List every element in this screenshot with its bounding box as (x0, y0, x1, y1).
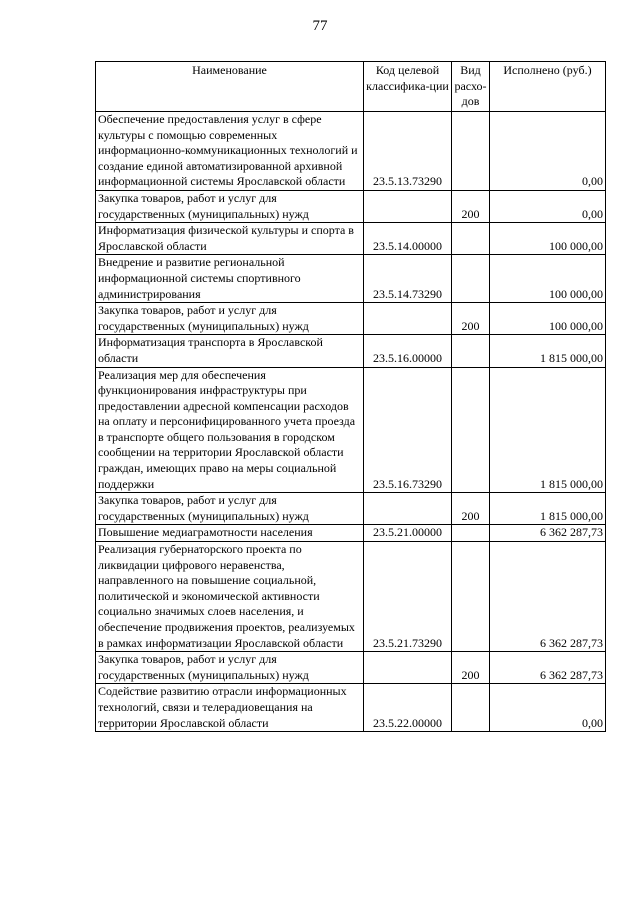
cell-code: 23.5.21.73290 (364, 542, 452, 652)
header-amount: Исполнено (руб.) (490, 62, 606, 112)
cell-type (452, 112, 490, 191)
cell-amount: 6 362 287,73 (490, 542, 606, 652)
cell-amount: 6 362 287,73 (490, 652, 606, 684)
cell-code: 23.5.22.00000 (364, 684, 452, 732)
cell-name: Закупка товаров, работ и услуг для государственных (муниципальных) нужд (96, 303, 364, 335)
budget-execution-table (95, 61, 606, 732)
table-row (96, 303, 606, 335)
table-row (96, 684, 606, 732)
table-row (96, 112, 606, 191)
cell-amount: 100 000,00 (490, 255, 606, 303)
cell-code: 23.5.14.73290 (364, 255, 452, 303)
cell-name: Внедрение и развитие региональной информационной системы спортивного администрирования (96, 255, 364, 303)
cell-name: Реализация губернаторского проекта по ликвидации цифрового неравенства, направленного на повышение социальной, политической и экономической активности социально значимых слоев населения, и обеспечение продвижения проектов, реализуемых в рамках информатизации Ярославской области (96, 542, 364, 652)
cell-amount: 100 000,00 (490, 223, 606, 255)
cell-amount: 1 815 000,00 (490, 335, 606, 367)
cell-code: 23.5.21.00000 (364, 525, 452, 542)
table-row (96, 223, 606, 255)
page-number: 77 (312, 18, 328, 34)
cell-name: Содействие развитию отрасли информационных технологий, связи и телерадиовещания на территории Ярославской области (96, 684, 364, 732)
cell-code: 23.5.16.73290 (364, 367, 452, 493)
table-row (96, 335, 606, 367)
cell-type: 200 (452, 493, 490, 525)
cell-type (452, 255, 490, 303)
table-row (96, 255, 606, 303)
cell-code (364, 303, 452, 335)
cell-code: 23.5.16.00000 (364, 335, 452, 367)
cell-code (364, 493, 452, 525)
header-code: Код целевой классифика-ции (364, 62, 452, 112)
cell-type (452, 223, 490, 255)
table-row (96, 542, 606, 652)
cell-name: Закупка товаров, работ и услуг для государственных (муниципальных) нужд (96, 190, 364, 222)
table-header-row (96, 62, 606, 112)
cell-code (364, 652, 452, 684)
cell-type (452, 335, 490, 367)
cell-amount: 0,00 (490, 684, 606, 732)
cell-name: Информатизация транспорта в Ярославской области (96, 335, 364, 367)
cell-amount: 0,00 (490, 190, 606, 222)
cell-type (452, 525, 490, 542)
header-name: Наименование (96, 62, 364, 112)
cell-name: Повышение медиаграмотности населения (96, 525, 364, 542)
cell-amount: 100 000,00 (490, 303, 606, 335)
cell-type (452, 542, 490, 652)
table-row (96, 190, 606, 222)
cell-name: Обеспечение предоставления услуг в сфере культуры с помощью современных информационно-коммуникационных технологий и создание единой автоматизированной архивной информационной системы Ярославской области (96, 112, 364, 191)
cell-amount: 1 815 000,00 (490, 493, 606, 525)
table-row (96, 525, 606, 542)
cell-type: 200 (452, 652, 490, 684)
cell-type (452, 684, 490, 732)
cell-type: 200 (452, 303, 490, 335)
table-row (96, 367, 606, 493)
cell-type: 200 (452, 190, 490, 222)
table-body (96, 112, 606, 732)
cell-name: Закупка товаров, работ и услуг для государственных (муниципальных) нужд (96, 652, 364, 684)
cell-type (452, 367, 490, 493)
cell-name: Закупка товаров, работ и услуг для государственных (муниципальных) нужд (96, 493, 364, 525)
cell-amount: 1 815 000,00 (490, 367, 606, 493)
cell-code (364, 190, 452, 222)
cell-name: Информатизация физической культуры и спорта в Ярославской области (96, 223, 364, 255)
table-row (96, 493, 606, 525)
cell-code: 23.5.13.73290 (364, 112, 452, 191)
cell-amount: 6 362 287,73 (490, 525, 606, 542)
cell-name: Реализация мер для обеспечения функционирования инфраструктуры при предоставлении адресной компенсации расходов на оплату и персонифицированного учета проезда в транспорте общего пользования в городском сообщении на территории Ярославской области граждан, имеющих право на меры социальной поддержки (96, 367, 364, 493)
cell-code: 23.5.14.00000 (364, 223, 452, 255)
header-type: Вид расхо-дов (452, 62, 490, 112)
table-row (96, 652, 606, 684)
cell-amount: 0,00 (490, 112, 606, 191)
